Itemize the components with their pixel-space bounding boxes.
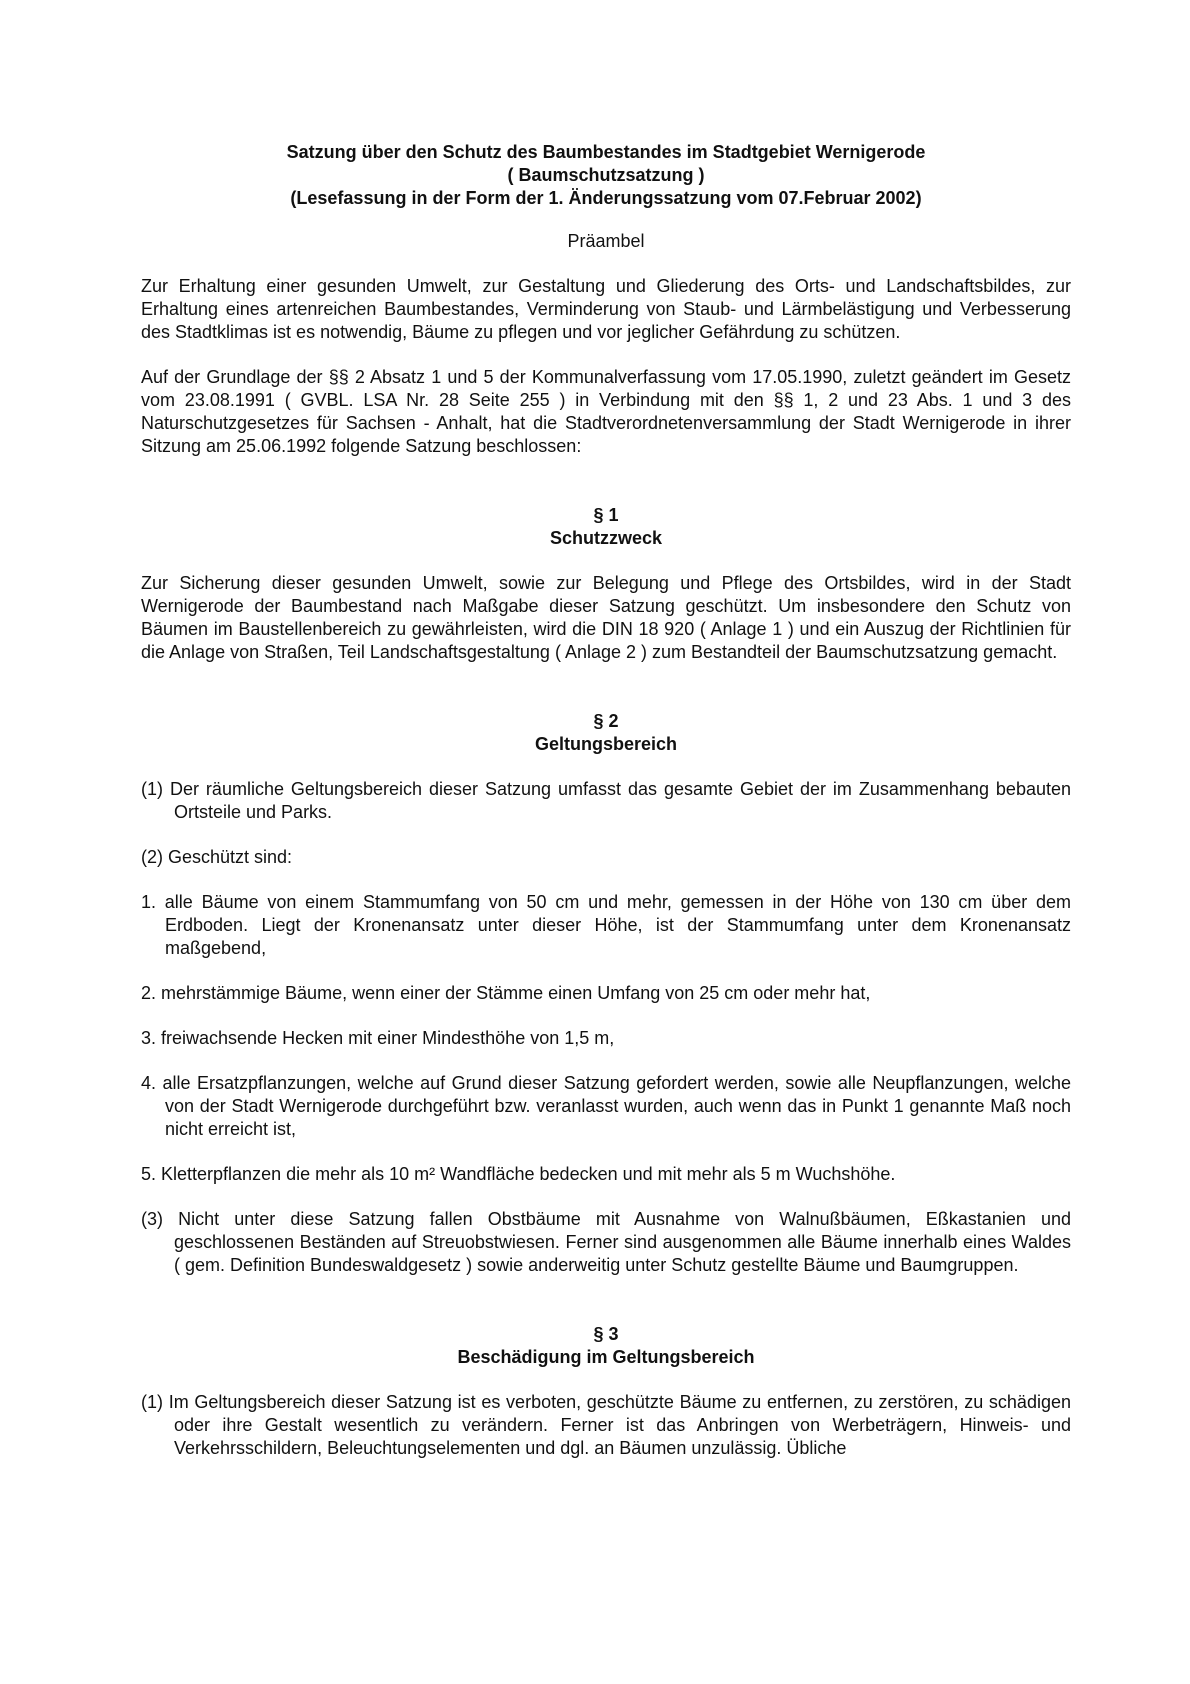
title-line-2: ( Baumschutzsatzung ) bbox=[507, 165, 705, 185]
section-2-item-5: 5. Kletterpflanzen die mehr als 10 m² Wandfläche bedecken und mit mehr als 5 m Wuchshöhe. bbox=[141, 1164, 896, 1184]
section-3-absatz-1: (1) Im Geltungsbereich dieser Satzung ist es verboten, geschützte Bäume zu entfernen, zu zerstören, zu schädigen oder ihre Gestalt wesentlich zu verändern. Ferner ist das Anbringen von Werbeträgern, Hinweis- und Verkehrsschildern, Beleuchtungselementen und dgl. an Bäumen unzulässig. Übliche bbox=[141, 1392, 1071, 1458]
section-2-item-4: 4. alle Ersatzpflanzungen, welche auf Grund dieser Satzung gefordert werden, sowie alle Neupflanzungen, welche von der Stadt Wernigerode durchgeführt bzw. veranlasst wurden, auch wenn das in Punkt 1 genannte Maß noch nicht erreicht ist, bbox=[141, 1073, 1071, 1139]
title-line-1: Satzung über den Schutz des Baumbestandes im Stadtgebiet Wernigerode bbox=[286, 142, 926, 162]
section-2-absatz-2: (2) Geschützt sind: bbox=[141, 847, 293, 867]
section-3-heading: Beschädigung im Geltungsbereich bbox=[457, 1347, 755, 1367]
section-1-paragraph: Zur Sicherung dieser gesunden Umwelt, sowie zur Belegung und Pflege des Ortsbildes, wird in der Stadt Wernigerode der Baumbestand nach Maßgabe dieser Satzung geschützt. Um insbesondere den Schutz von Bäumen im Baustellenbereich zu gewährleisten, wird die DIN 18 920 ( Anlage 1 ) und ein Auszug der Richtlinien für die Anlage von Straßen, Teil Landschaftsgestaltung ( Anlage 2 ) zum Bestandteil der Baumschutzsatzung gemacht. bbox=[141, 573, 1071, 662]
section-2-item-2: 2. mehrstämmige Bäume, wenn einer der Stämme einen Umfang von 25 cm oder mehr hat, bbox=[141, 983, 871, 1003]
title-line-3: (Lesefassung in der Form der 1. Änderungssatzung vom 07.Februar 2002) bbox=[290, 188, 922, 208]
section-2-item-3: 3. freiwachsende Hecken mit einer Mindesthöhe von 1,5 m, bbox=[141, 1028, 615, 1048]
section-1-number: § 1 bbox=[593, 505, 619, 525]
document-body bbox=[141, 141, 1071, 1460]
preamble-paragraph-2: Auf der Grundlage der §§ 2 Absatz 1 und 5 der Kommunalverfassung vom 17.05.1990, zuletzt geändert im Gesetz vom 23.08.1991 ( GVBL. LSA Nr. 28 Seite 255 ) in Verbindung mit den §§ 1, 2 und 23 Abs. 1 und 3 des Naturschutzgesetzes für Sachsen - Anhalt, hat die Stadtverordnetenversammlung der Stadt Wernigerode in ihrer Sitzung am 25.06.1992 folgende Satzung beschlossen: bbox=[141, 367, 1071, 456]
section-2-absatz-1: (1) Der räumliche Geltungsbereich dieser Satzung umfasst das gesamte Gebiet der im Zusammenhang bebauten Ortsteile und Parks. bbox=[141, 779, 1071, 822]
document-title bbox=[141, 141, 1071, 210]
section-2-absatz-3: (3) Nicht unter diese Satzung fallen Obstbäume mit Ausnahme von Walnußbäumen, Eßkastanien und geschlossenen Beständen auf Streuobstwiesen. Ferner sind ausgenommen alle Bäume innerhalb eines Waldes ( gem. Definition Bundeswaldgesetz ) sowie anderweitig unter Schutz gestellte Bäume und Baumgruppen. bbox=[141, 1209, 1071, 1275]
section-2-number: § 2 bbox=[593, 711, 619, 731]
preamble-paragraph-1: Zur Erhaltung einer gesunden Umwelt, zur Gestaltung und Gliederung des Orts- und Landschaftsbildes, zur Erhaltung eines artenreichen Baumbestandes, Verminderung von Staub- und Lärmbelästigung und Verbesserung des Stadtklimas ist es notwendig, Bäume zu pflegen und vor jeglicher Gefährdung zu schützen. bbox=[141, 276, 1071, 342]
section-2-item-1: 1. alle Bäume von einem Stammumfang von 50 cm und mehr, gemessen in der Höhe von 130 cm über dem Erdboden. Liegt der Kronenansatz unter dieser Höhe, ist der Stammumfang unter dem Kronenansatz maßgebend, bbox=[141, 892, 1071, 958]
section-1-heading: Schutzzweck bbox=[549, 528, 663, 548]
section-3-number: § 3 bbox=[593, 1324, 619, 1344]
section-2-heading: Geltungsbereich bbox=[534, 734, 678, 754]
preamble-heading: Präambel bbox=[567, 231, 645, 251]
